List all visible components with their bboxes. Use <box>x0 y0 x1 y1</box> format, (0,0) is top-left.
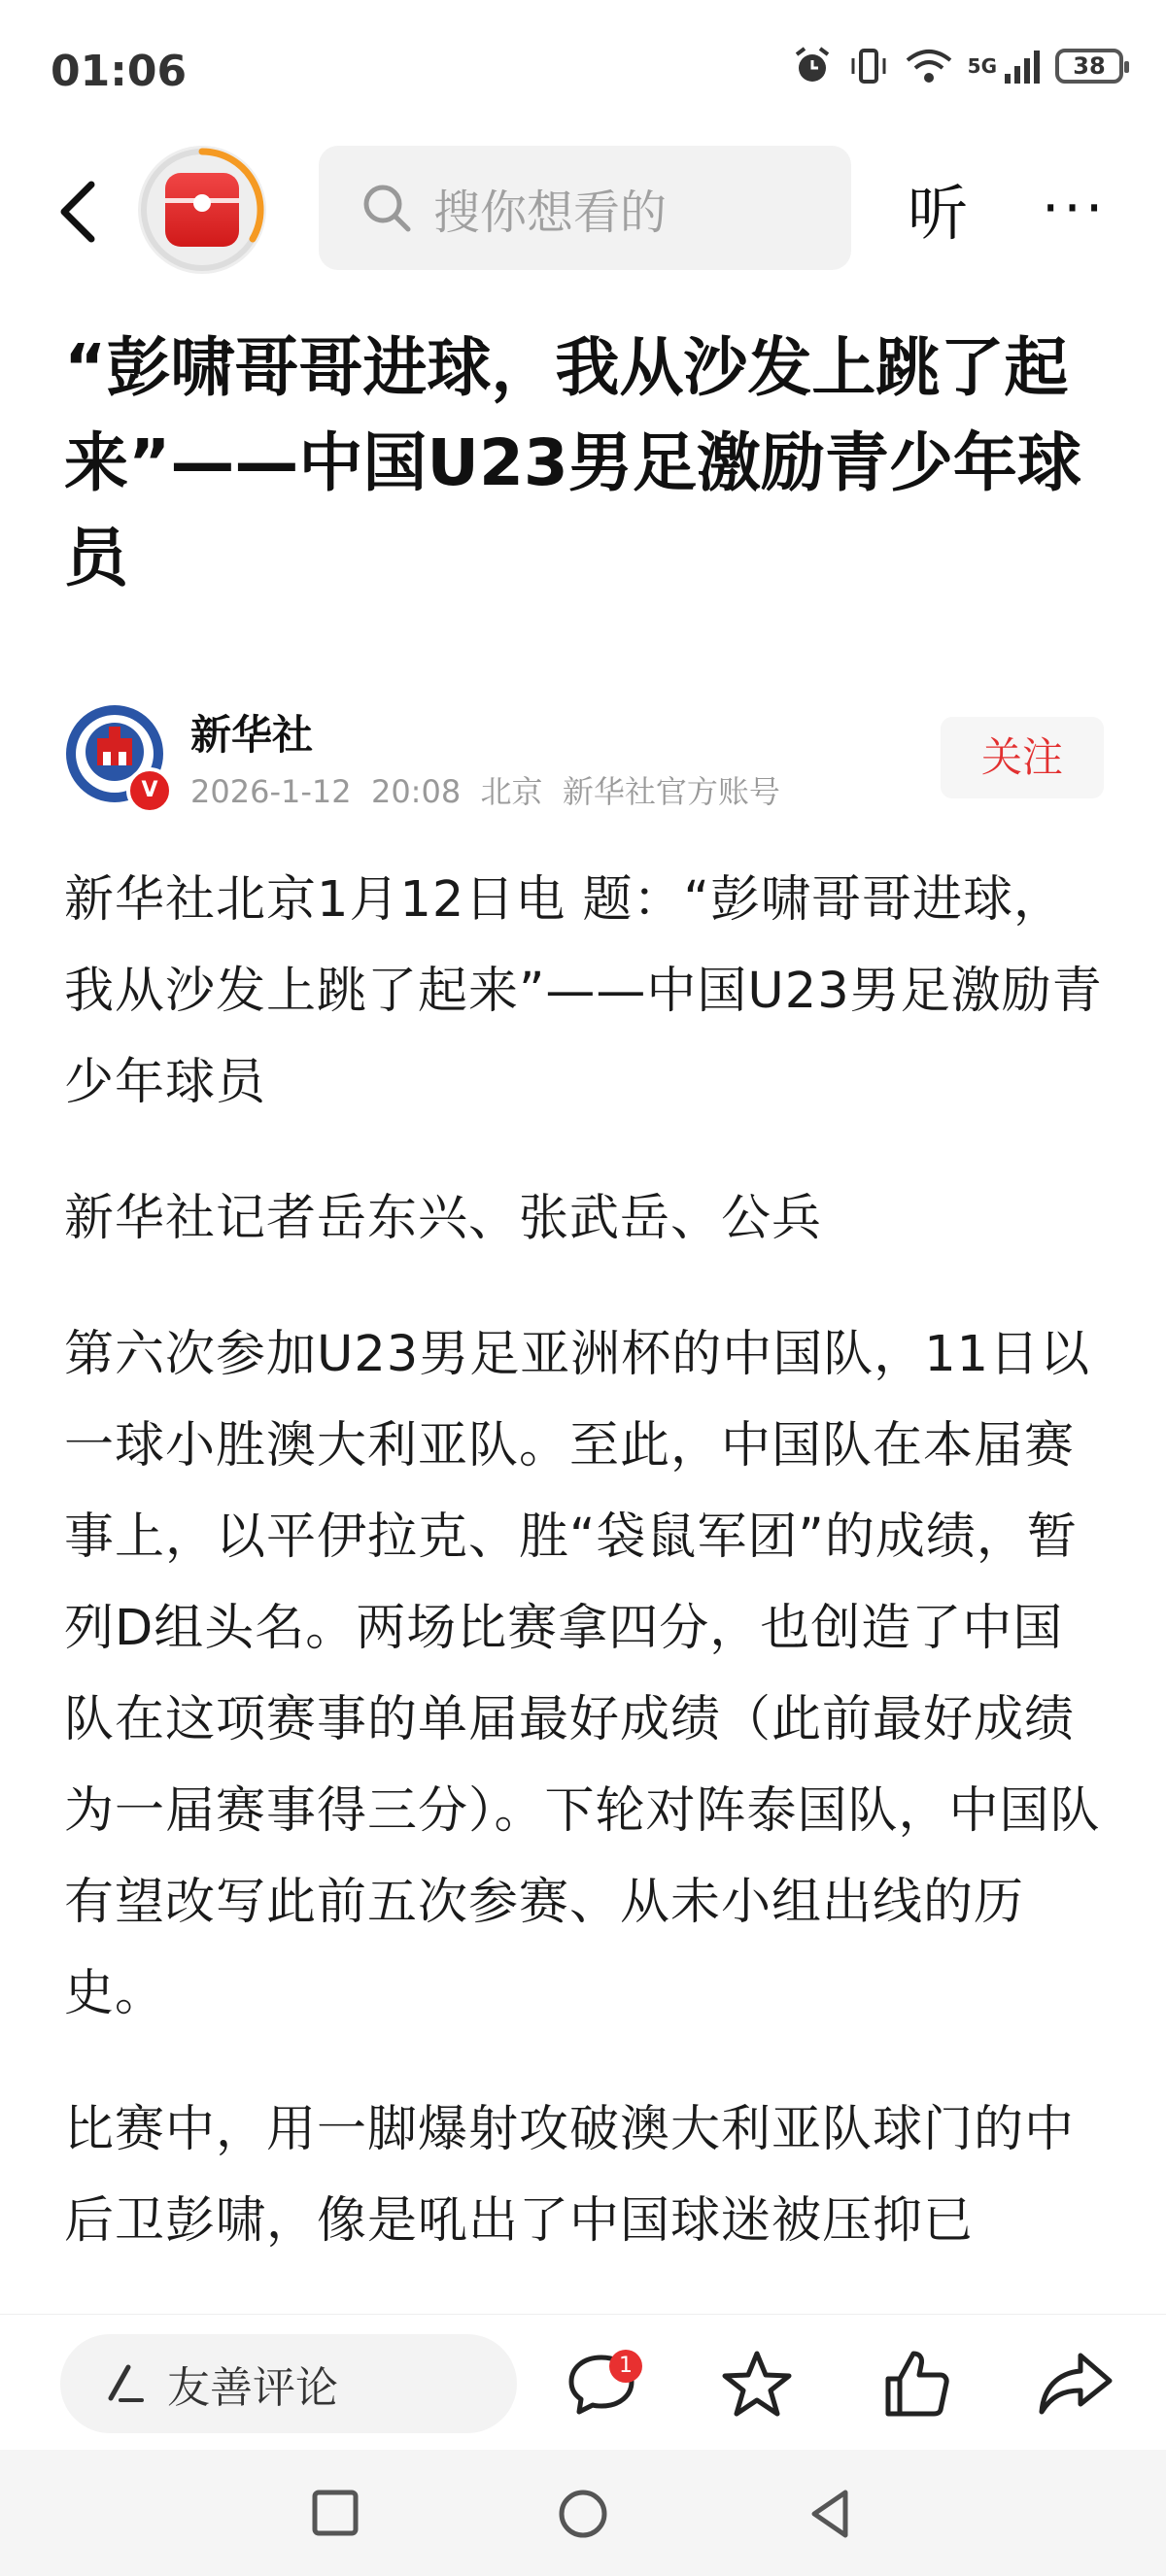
author-row <box>64 703 1104 810</box>
status-bar <box>0 0 1166 146</box>
search-icon <box>360 181 414 235</box>
home-icon[interactable] <box>556 2487 610 2541</box>
listen-button[interactable]: 听 <box>908 178 969 249</box>
publish-time: 20:08 <box>370 773 462 810</box>
verified-badge-icon: V <box>126 767 173 814</box>
publish-date: 2026-1-12 <box>190 773 352 810</box>
account-type: 新华社官方账号 <box>562 773 780 810</box>
more-options-button[interactable]: ··· <box>1042 175 1108 241</box>
search-bar[interactable] <box>319 146 851 270</box>
logo-mark-icon <box>165 173 239 247</box>
thumbs-up-icon[interactable] <box>874 2342 958 2425</box>
vibrate-icon <box>847 45 890 87</box>
app-logo[interactable] <box>138 146 266 274</box>
signal-icon <box>1003 45 1042 87</box>
back-nav-icon[interactable] <box>805 2487 857 2541</box>
star-icon[interactable] <box>715 2342 799 2425</box>
network-label: 5G <box>967 54 997 78</box>
alarm-icon <box>791 45 834 87</box>
comment-count-badge: 1 <box>609 2350 642 2383</box>
back-arrow-icon[interactable] <box>51 173 109 251</box>
share-icon[interactable] <box>1034 2342 1117 2425</box>
article-title: “彭啸哥哥进球，我从沙发上跳了起来”——中国U23男足激励青少年球员 <box>64 330 1081 595</box>
wifi-icon <box>904 45 954 87</box>
article-body <box>64 855 1114 2312</box>
article-paragraph: 第六次参加U23男足亚洲杯的中国队，11日以一球小胜澳大利亚队。至此，中国队在本届赛事上，以平伊拉克、胜“袋鼠军团”的成绩，暂列D组头名。两场比赛拿四分，也创造了中国队在这项赛事的单届最好成绩（此前最好成绩为一届赛事得三分）。下轮对阵泰国队，中国队有望改写此前五次参赛、从未小组出线的历史。 <box>64 1326 1101 2022</box>
article-paragraph: 新华社记者岳东兴、张武岳、公兵 <box>64 1190 823 1247</box>
top-nav <box>0 146 1166 272</box>
status-icons <box>791 45 1123 87</box>
article-paragraph: 新华社北京1月12日电 题：“彭啸哥哥进球，我从沙发上跳了起来”——中国U23男足激励青少年球员 <box>64 871 1103 1111</box>
publish-location: 北京 <box>480 773 543 810</box>
comment-placeholder: 友善评论 <box>167 2363 338 2413</box>
search-placeholder: 搜你想看的 <box>433 185 668 240</box>
comment-input[interactable] <box>60 2334 517 2433</box>
status-time: 01:06 <box>51 47 188 96</box>
battery-icon <box>1055 49 1123 84</box>
recent-apps-icon[interactable] <box>309 2487 361 2539</box>
bottom-action-bar <box>0 2314 1166 2451</box>
follow-button[interactable]: 关注 <box>941 717 1104 798</box>
article-meta <box>190 767 780 812</box>
battery-level: 38 <box>1073 52 1106 80</box>
pen-icon <box>99 2359 148 2408</box>
system-nav-bar <box>0 2450 1166 2576</box>
article-paragraph: 比赛中，用一脚爆射攻破澳大利亚队球门的中后卫彭啸，像是吼出了中国球迷被压抑已 <box>64 2101 1076 2250</box>
author-name[interactable]: 新华社 <box>190 711 314 759</box>
